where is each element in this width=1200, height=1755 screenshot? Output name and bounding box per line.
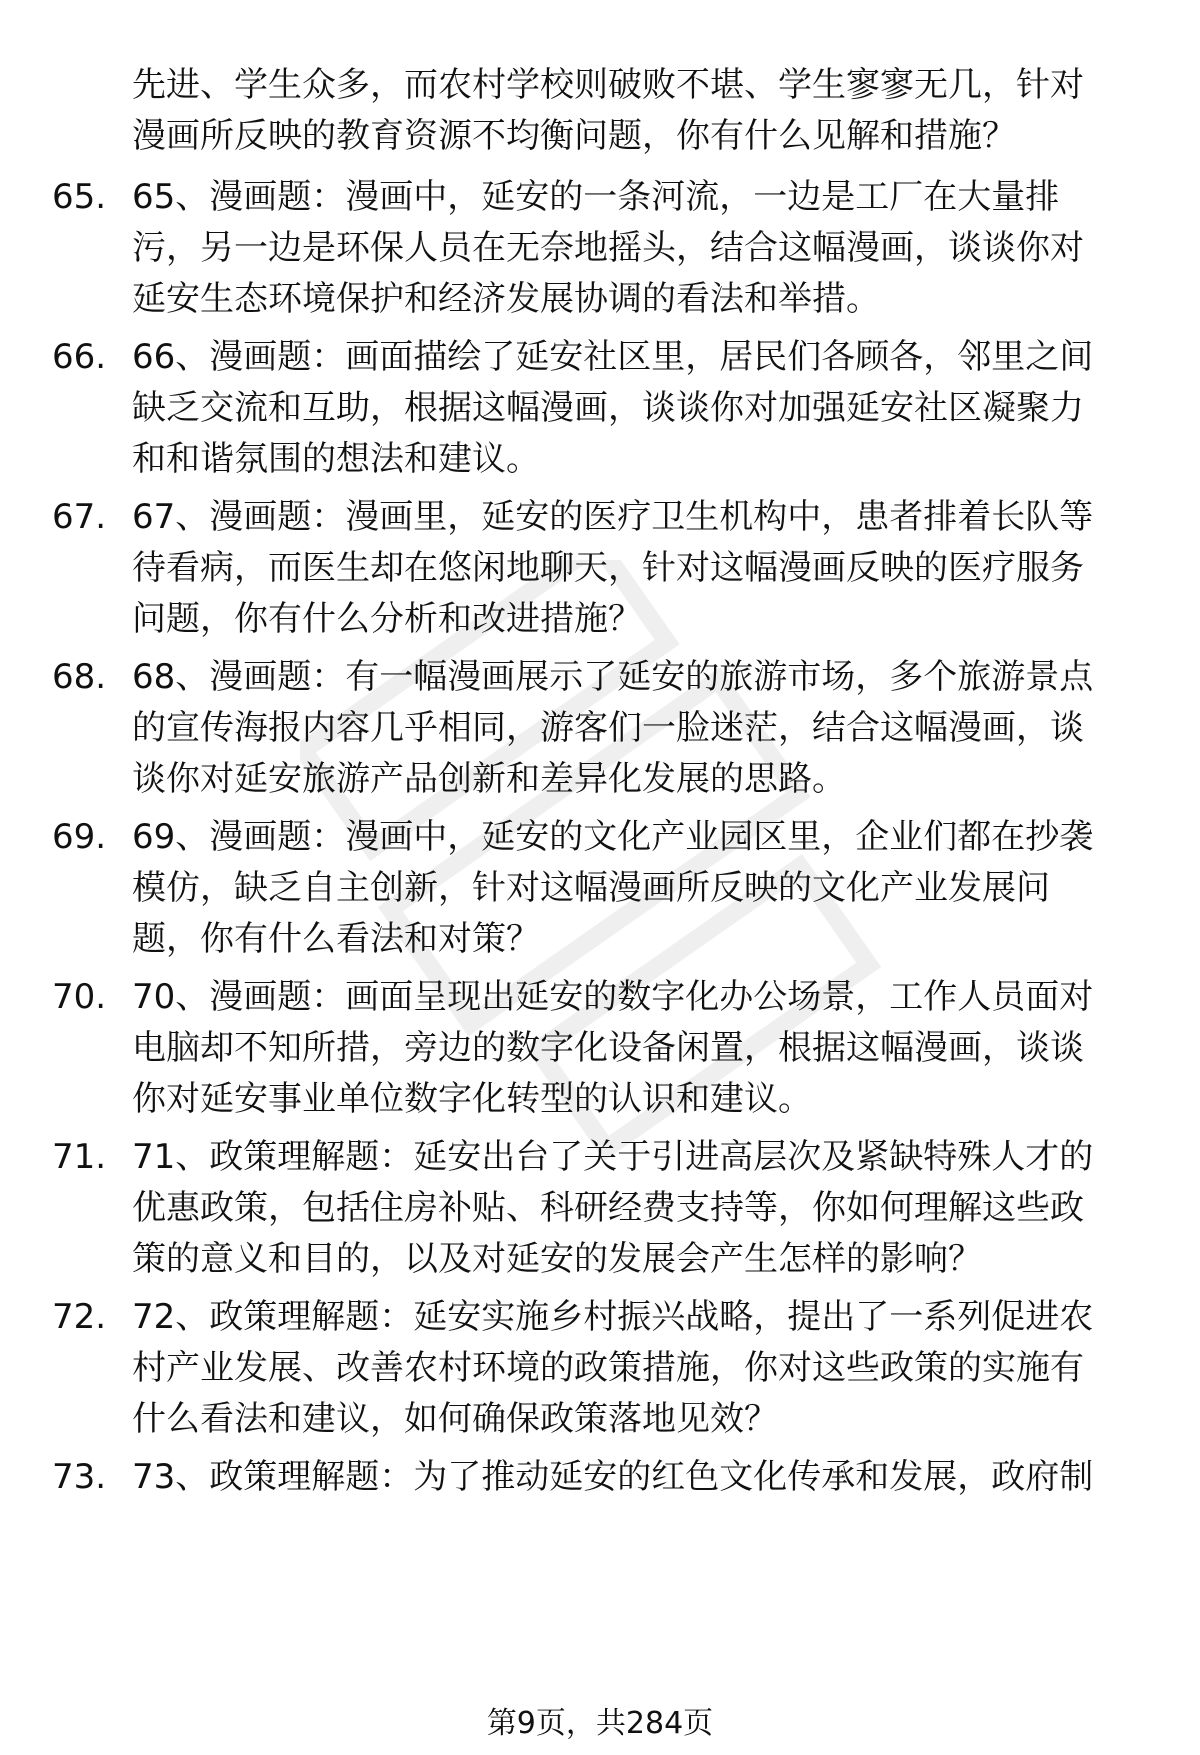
question-line: 68、漫画题：有一幅漫画展示了延安的旅游市场，多个旅游景点: [132, 657, 1094, 697]
question-number: 68.: [52, 657, 107, 697]
question-line: 69、漫画题：漫画中，延安的文化产业园区里，企业们都在抄袭: [132, 817, 1094, 857]
question-line: 题，你有什么看法和对策？: [132, 919, 540, 959]
question-text: [132, 652, 1162, 805]
question-line: 电脑却不知所措，旁边的数字化设备闲置，根据这幅漫画，谈谈: [132, 1028, 1084, 1068]
question-number: 65.: [52, 177, 107, 217]
question-line: 谈你对延安旅游产品创新和差异化发展的思路。: [132, 759, 846, 799]
question-text: [132, 812, 1162, 965]
question-text: [132, 972, 1162, 1125]
question-text: [132, 1132, 1162, 1285]
question-text: [132, 332, 1162, 485]
question-line: 65、漫画题：漫画中，延安的一条河流，一边是工厂在大量排: [132, 177, 1060, 217]
question-line: 和和谐氛围的想法和建议。: [132, 439, 540, 479]
question-line: 什么看法和建议，如何确保政策落地见效？: [132, 1399, 778, 1439]
question-line: 问题，你有什么分析和改进措施？: [132, 599, 642, 639]
question-line: 的宣传海报内容几乎相同，游客们一脸迷茫，结合这幅漫画，谈: [132, 708, 1084, 748]
question-line: 策的意义和目的，以及对延安的发展会产生怎样的影响？: [132, 1239, 982, 1279]
question-line: 污，另一边是环保人员在无奈地摇头，结合这幅漫画，谈谈你对: [132, 228, 1084, 268]
question-line: 你对延安事业单位数字化转型的认识和建议。: [132, 1079, 812, 1119]
question-line: 优惠政策，包括住房补贴、科研经费支持等，你如何理解这些政: [132, 1188, 1084, 1228]
question-line: 缺乏交流和互助，根据这幅漫画，谈谈你对加强延安社区凝聚力: [132, 388, 1084, 428]
question-line: 73、政策理解题：为了推动延安的红色文化传承和发展，政府制: [132, 1457, 1094, 1497]
question-line: 70、漫画题：画面呈现出延安的数字化办公场景，工作人员面对: [132, 977, 1094, 1017]
question-number: 70.: [52, 977, 107, 1017]
question-number: 66.: [52, 337, 107, 377]
question-line: 71、政策理解题：延安出台了关于引进高层次及紧缺特殊人才的: [132, 1137, 1094, 1177]
question-number: 67.: [52, 497, 107, 537]
question-line: 待看病，而医生却在悠闲地聊天，针对这幅漫画反映的医疗服务: [132, 548, 1084, 588]
question-line: 延安生态环境保护和经济发展协调的看法和举措。: [132, 279, 880, 319]
question-number: 69.: [52, 817, 107, 857]
question-text: [132, 172, 1162, 325]
question-line: 66、漫画题：画面描绘了延安社区里，居民们各顾各，邻里之间: [132, 337, 1094, 377]
question-text: [132, 1292, 1162, 1445]
page-footer: 第9页，共284页: [486, 1706, 714, 1741]
question-number: 73.: [52, 1457, 107, 1497]
question-number: 72.: [52, 1297, 107, 1337]
intro-line: 先进、学生众多，而农村学校则破败不堪、学生寥寥无几，针对: [132, 65, 1084, 105]
question-line: 村产业发展、改善农村环境的政策措施，你对这些政策的实施有: [132, 1348, 1084, 1388]
question-line: 72、政策理解题：延安实施乡村振兴战略，提出了一系列促进农: [132, 1297, 1094, 1337]
question-text: [132, 492, 1162, 645]
question-line: 67、漫画题：漫画里，延安的医疗卫生机构中，患者排着长队等: [132, 497, 1094, 537]
question-text: [132, 1452, 1162, 1503]
intro-line: 漫画所反映的教育资源不均衡问题，你有什么见解和措施？: [132, 116, 1016, 156]
question-line: 模仿，缺乏自主创新，针对这幅漫画所反映的文化产业发展问: [132, 868, 1050, 908]
question-number: 71.: [52, 1137, 107, 1177]
